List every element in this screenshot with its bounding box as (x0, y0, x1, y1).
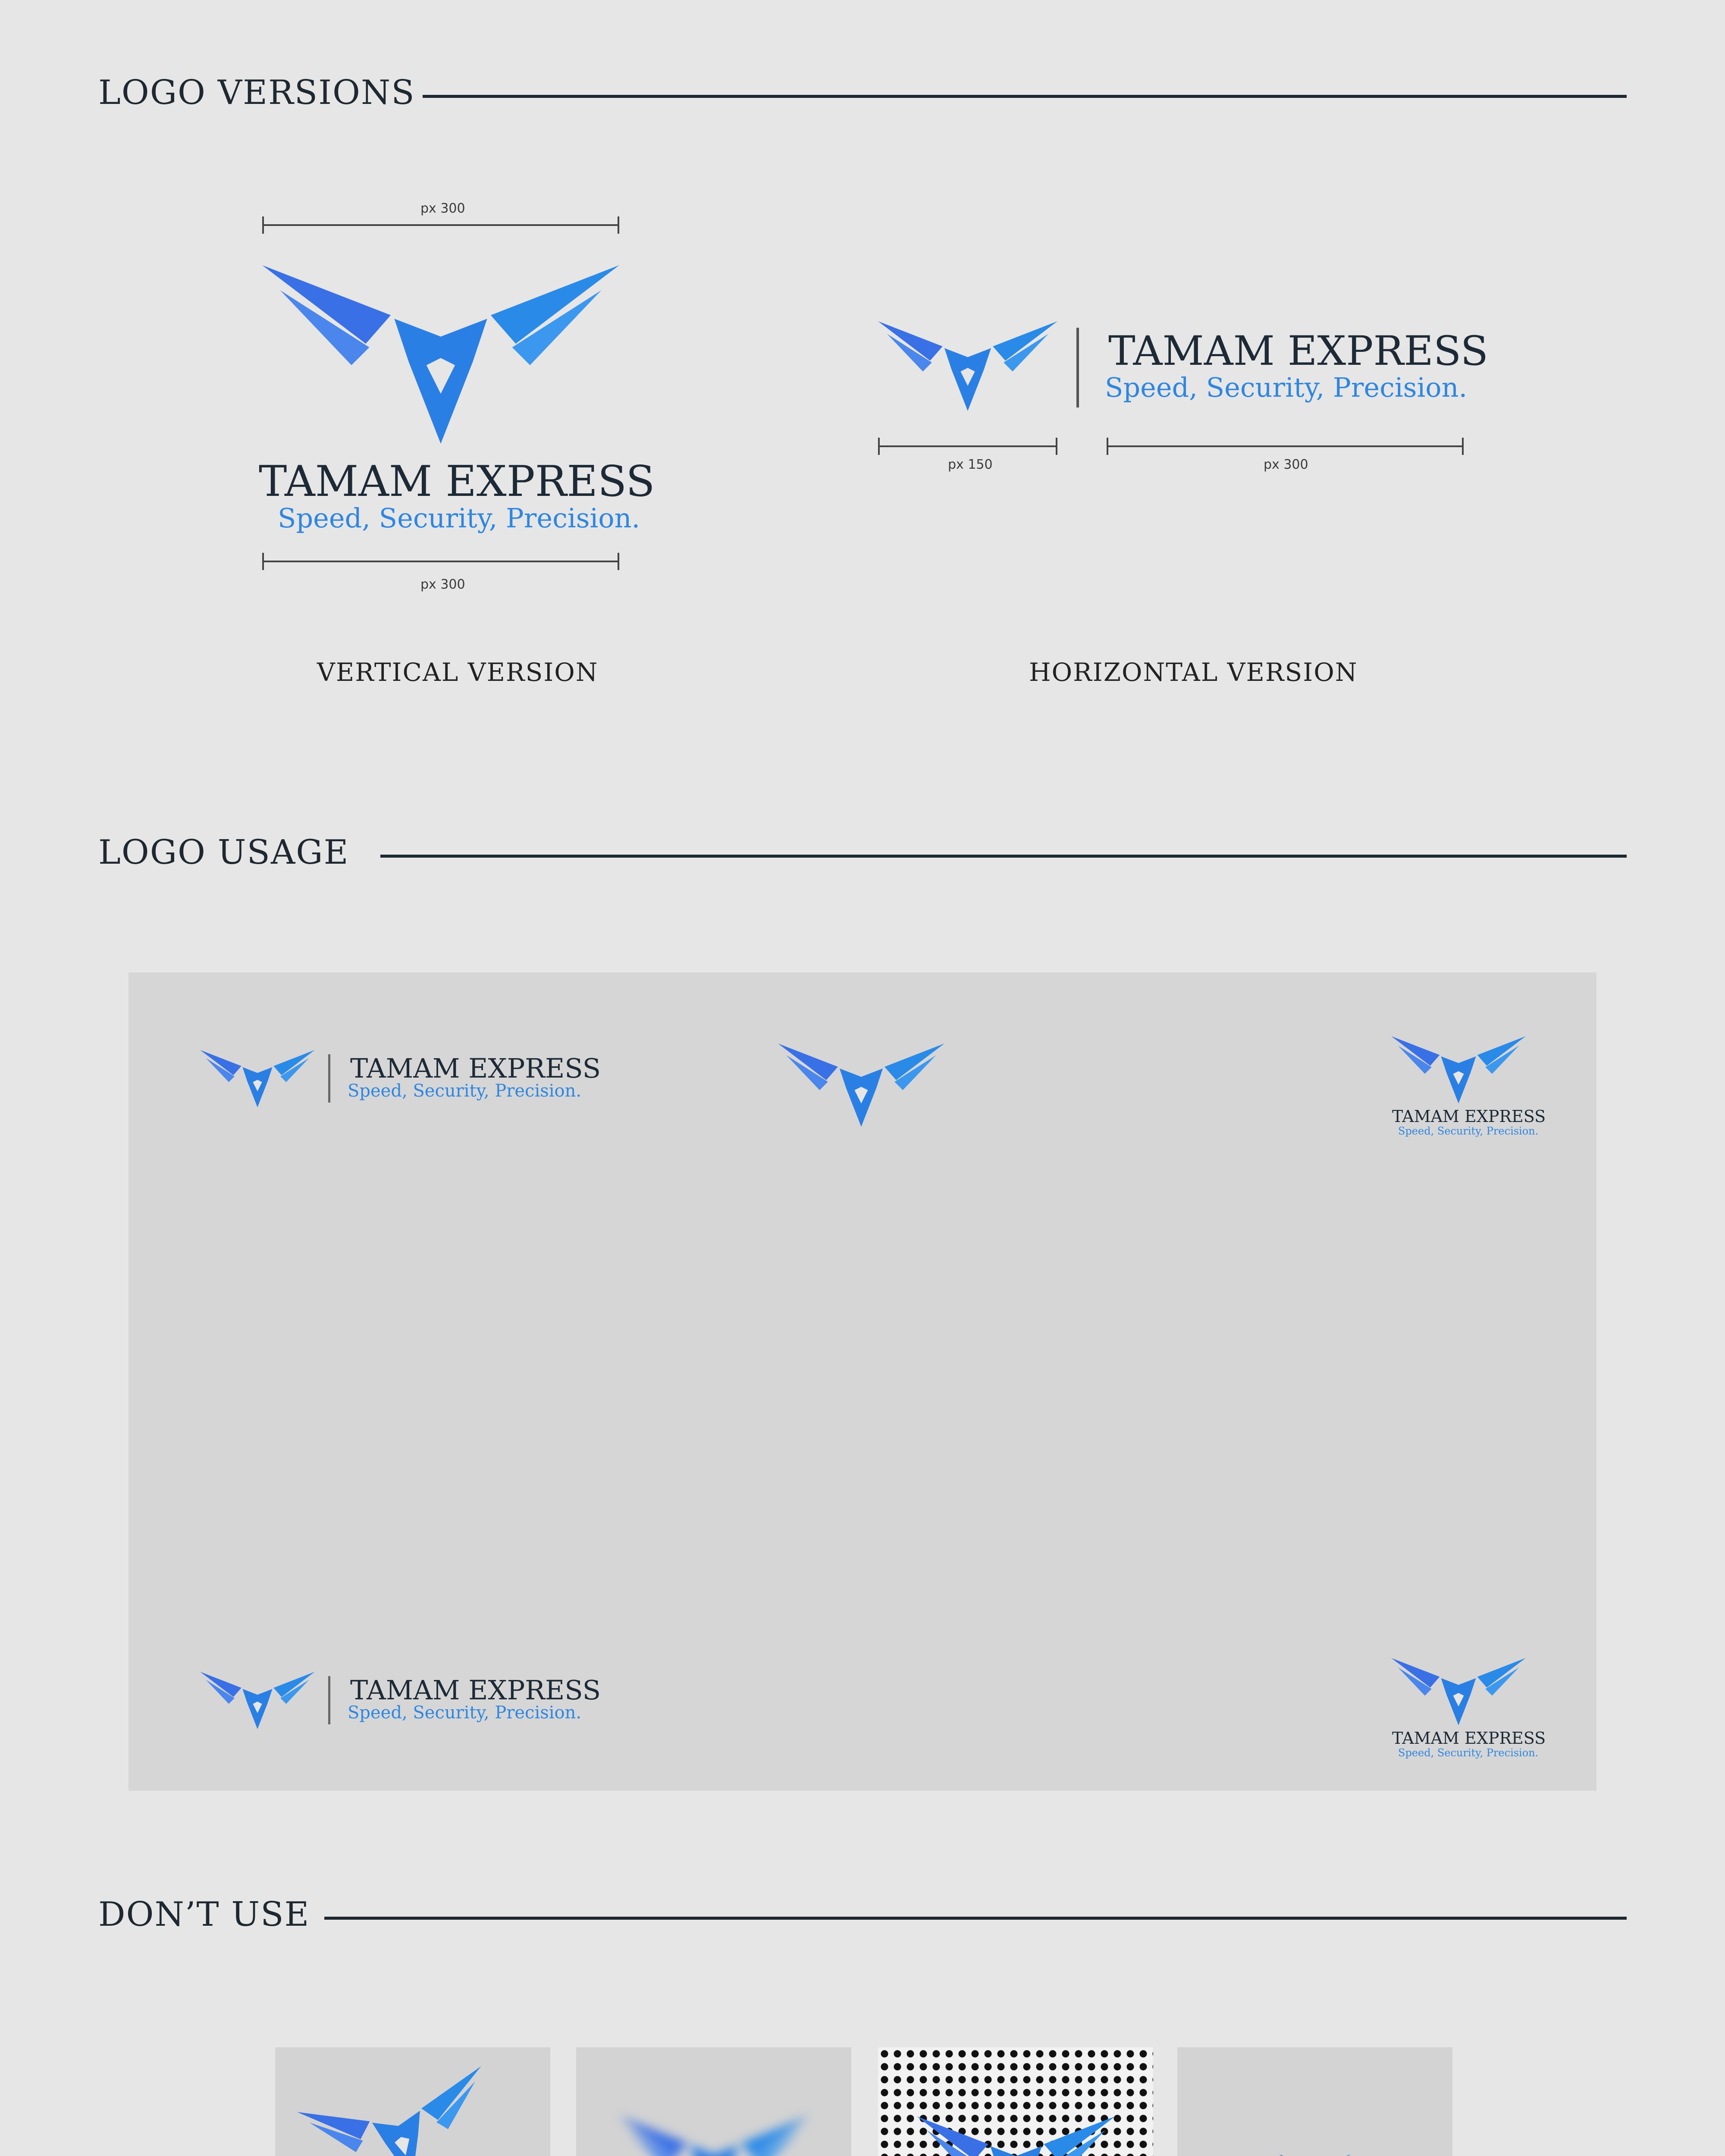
caption-vertical-version: VERTICAL VERSION (317, 658, 599, 687)
wing-mark-icon (200, 1050, 315, 1107)
dimension-label-bottom: px 300 (420, 577, 465, 592)
wing-mark-icon (1391, 1036, 1526, 1103)
brand-name: TAMAM EXPRESS (350, 1053, 601, 1084)
brand-name: TAMAM EXPRESS (1392, 1107, 1546, 1126)
brand-tagline: Speed, Security, Precision. (1398, 1125, 1539, 1137)
dimension-line-bottom (262, 561, 619, 562)
divider (328, 1676, 330, 1724)
dimension-line-text (1107, 445, 1464, 447)
brand-tagline: Speed, Security, Precision. (1105, 372, 1468, 403)
divider (328, 1054, 330, 1103)
wing-mark-icon (878, 321, 1057, 411)
brand-name: TAMAM EXPRESS (350, 1674, 601, 1706)
brand-tagline: Speed, Security, Precision. (348, 1081, 582, 1101)
dimension-label-top: px 300 (420, 201, 465, 216)
brand-tagline: Speed, Security, Precision. (348, 1703, 582, 1723)
section-title-logo-versions: LOGO VERSIONS (98, 73, 415, 112)
wing-mark-icon (200, 1672, 315, 1729)
brand-tagline: Speed, Security, Precision. (278, 502, 640, 534)
wing-mark-icon (778, 1044, 944, 1127)
dont-tile-too-small (1177, 2047, 1452, 2156)
dimension-label-icon: px 150 (948, 457, 993, 472)
dont-tile-busy-background (878, 2047, 1153, 2156)
divider (1076, 328, 1079, 407)
wing-mark-icon (1279, 2154, 1351, 2156)
wing-mark-icon (297, 2066, 504, 2156)
usage-canvas (129, 972, 1596, 1791)
dimension-line-icon (878, 445, 1057, 447)
brand-name: TAMAM EXPRESS (1108, 328, 1489, 375)
wing-mark-icon (917, 2116, 1115, 2156)
caption-horizontal-version: HORIZONTAL VERSION (1029, 658, 1358, 687)
dont-tile-rotated (275, 2047, 550, 2156)
wing-mark-icon (619, 2116, 809, 2156)
wing-mark-icon (1391, 1658, 1526, 1725)
dimension-label-text: px 300 (1264, 457, 1308, 472)
section-rule (380, 855, 1627, 858)
brand-tagline: Speed, Security, Precision. (1398, 1747, 1539, 1759)
section-rule (423, 95, 1627, 98)
brand-name: TAMAM EXPRESS (1392, 1729, 1546, 1748)
brand-name: TAMAM EXPRESS (259, 457, 655, 506)
dont-tile-blurred (576, 2047, 851, 2156)
dimension-line-top (262, 224, 619, 226)
section-title-dont-use: DON’T USE (98, 1895, 310, 1934)
section-rule (324, 1917, 1627, 1920)
wing-mark-icon (262, 265, 619, 444)
section-title-logo-usage: LOGO USAGE (98, 833, 349, 872)
